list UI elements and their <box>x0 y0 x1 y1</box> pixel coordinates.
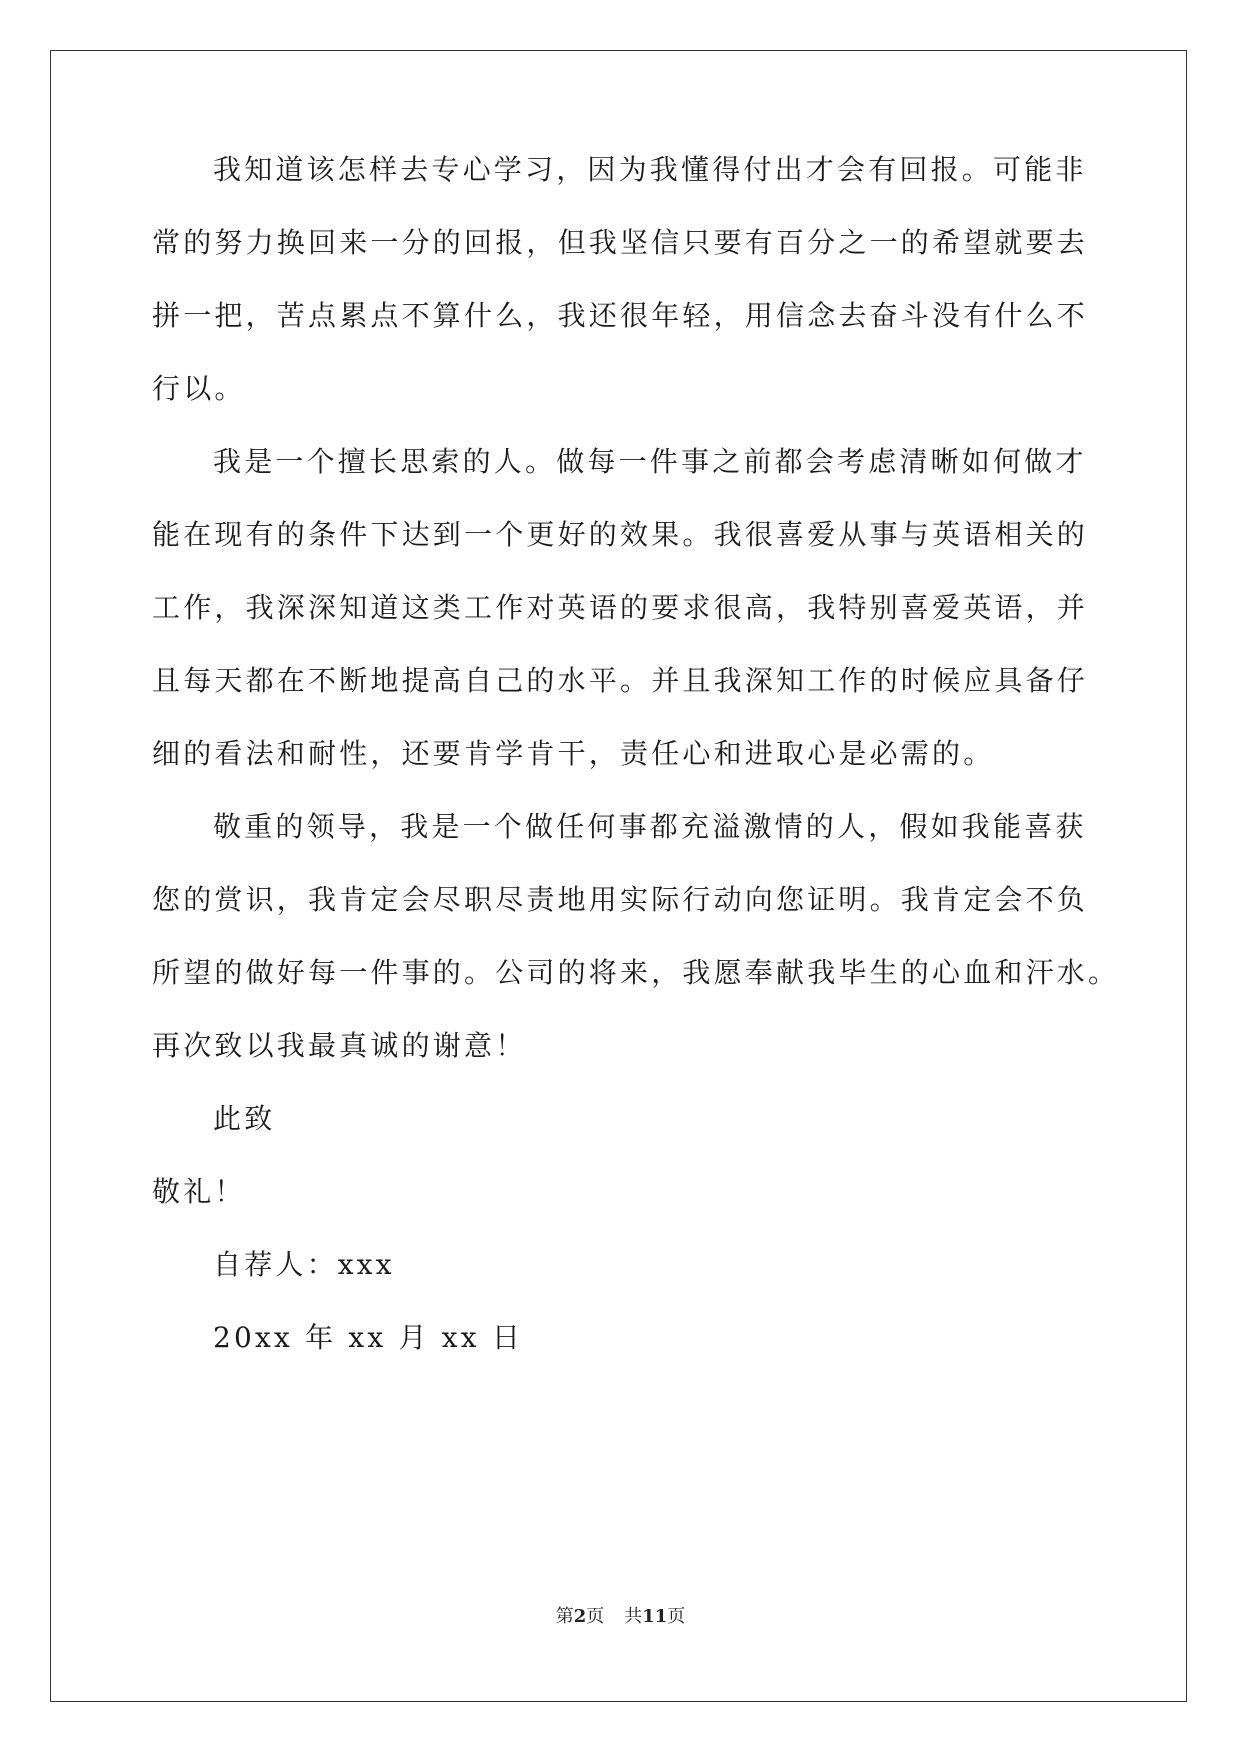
signature-text: 自荐人：xxx <box>213 1248 395 1281</box>
page-current: 2 <box>573 1606 587 1627</box>
closing-text: 此致 <box>213 1102 276 1135</box>
paragraph-2-line-3: 工作，我深深知道这类工作对英语的要求很高，我特别喜爱英语，并 <box>152 591 1089 624</box>
paragraph-2-line-1: 我是一个擅长思索的人。做每一件事之前都会考虑清晰如何做才 <box>213 445 1087 478</box>
page-footer <box>0 1605 1241 1629</box>
paragraph-1-line-2: 常的努力换回来一分的回报，但我坚信只要有百分之一的希望就要去 <box>152 226 1089 259</box>
paragraph-3-line-2: 您的赏识，我肯定会尽职尽责地用实际行动向您证明。我肯定会不负 <box>152 883 1089 916</box>
total-prefix: 共 <box>624 1606 643 1627</box>
paragraph-3-line-1: 敬重的领导，我是一个做任何事都充溢激情的人，假如我能喜获 <box>213 810 1087 843</box>
paragraph-2-line-4: 且每天都在不断地提高自己的水平。并且我深知工作的时候应具备仔 <box>152 664 1089 697</box>
total-suffix: 页 <box>667 1606 686 1627</box>
paragraph-3-line-4: 再次致以我最真诚的谢意！ <box>152 1029 527 1062</box>
date-text: 20xx 年 xx 月 xx 日 <box>213 1321 524 1354</box>
paragraph-2-line-5: 细的看法和耐性，还要肯学肯干，责任心和进取心是必需的。 <box>152 737 995 770</box>
page-total: 11 <box>642 1606 668 1627</box>
paragraph-1-line-1: 我知道该怎样去专心学习，因为我懂得付出才会有回报。可能非 <box>213 153 1087 186</box>
salute-text: 敬礼！ <box>152 1175 246 1208</box>
paragraph-1-line-3: 拼一把，苦点累点不算什么，我还很年轻，用信念去奋斗没有什么不 <box>152 299 1089 332</box>
page-suffix: 页 <box>586 1606 605 1627</box>
paragraph-1-line-4: 行以。 <box>152 372 246 405</box>
page-prefix: 第 <box>555 1606 574 1627</box>
paragraph-3-line-3: 所望的做好每一件事的。公司的将来，我愿奉献我毕生的心血和汗水。 <box>152 956 1120 989</box>
paragraph-2-line-2: 能在现有的条件下达到一个更好的效果。我很喜爱从事与英语相关的 <box>152 518 1089 551</box>
